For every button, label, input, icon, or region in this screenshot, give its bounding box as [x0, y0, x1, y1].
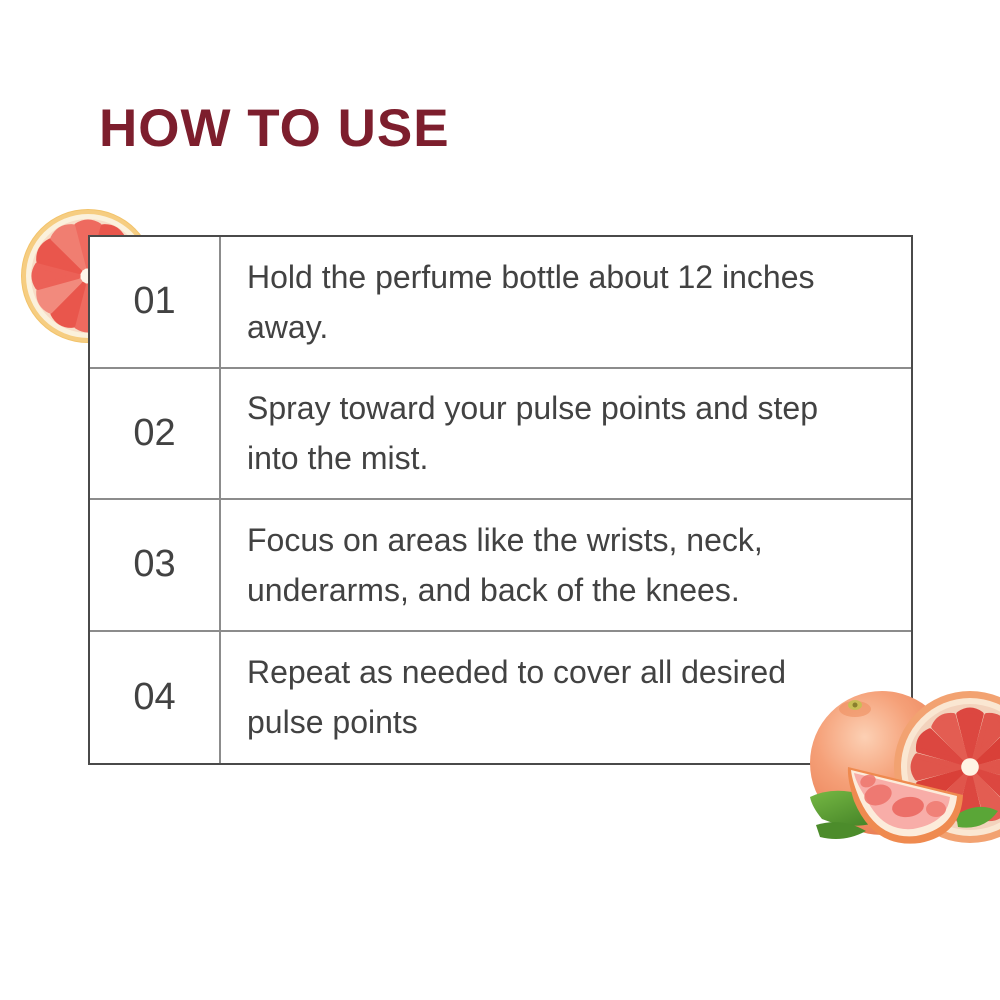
page-title: HOW TO USE: [99, 99, 450, 158]
step-number: 04: [90, 632, 221, 764]
step-number: 01: [90, 237, 221, 367]
instructions-table: [88, 235, 913, 765]
step-instruction: Focus on areas like the wrists, neck, underarms, and back of the knees.: [247, 521, 763, 608]
grapefruit-group-icon: [808, 667, 1000, 847]
table-row: [90, 237, 911, 369]
table-row: [90, 369, 911, 501]
table-row: [90, 632, 911, 764]
step-instruction: Spray toward your pulse points and step into the mist.: [247, 390, 818, 477]
step-number: 03: [90, 500, 221, 630]
step-number: 02: [90, 369, 221, 499]
table-row: [90, 500, 911, 632]
step-instruction: Repeat as needed to cover all desired pulse points: [247, 654, 787, 741]
step-instruction: Hold the perfume bottle about 12 inches away.: [247, 258, 815, 345]
